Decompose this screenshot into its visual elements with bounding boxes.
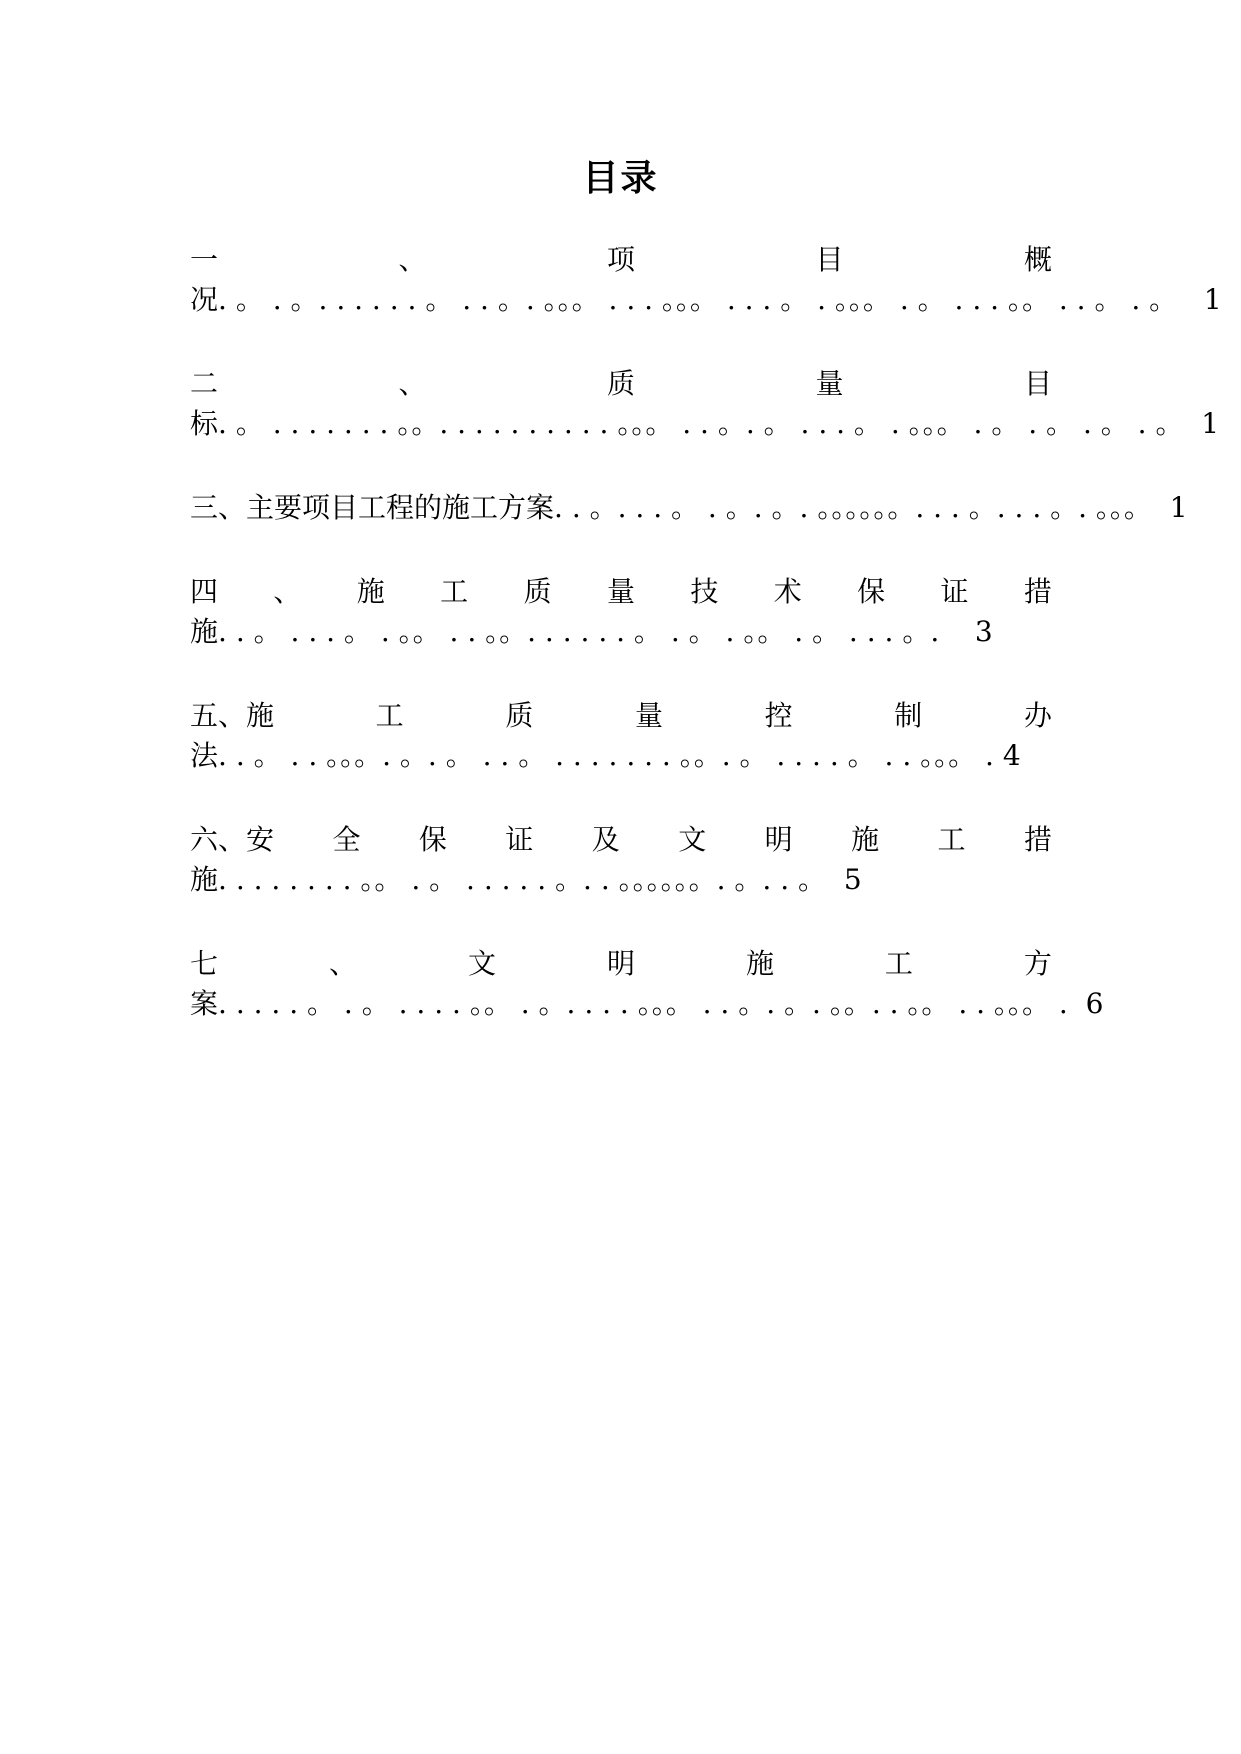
toc-entry-heading (190, 820, 1052, 860)
page-number: 1 (1203, 283, 1222, 316)
heading-char: 术 (773, 575, 802, 608)
heading-char: 制 (894, 699, 923, 732)
heading-char: 明 (606, 947, 635, 980)
toc-entry-7[interactable] (190, 944, 1104, 1024)
heading-tail: 法 (190, 739, 219, 772)
heading-char: 量 (815, 367, 844, 400)
heading-char: 质 (505, 699, 534, 732)
table-of-contents (190, 240, 1222, 1068)
toc-entry-6[interactable] (190, 820, 1052, 900)
heading-tail: 案 (190, 987, 219, 1020)
page-number: 6 (1085, 987, 1104, 1020)
page-number: 1 (1201, 407, 1220, 440)
toc-entry-heading (190, 572, 1052, 612)
toc-entry-continuation (190, 404, 1220, 444)
heading-char: 项 (606, 243, 635, 276)
heading-char: 方 (1023, 947, 1052, 980)
heading-char: 保 (857, 575, 886, 608)
dot-leader: . . . . . . . . 。。 . 。 . . . . . 。. . 。。。。。。. 。. . 。 (218, 863, 827, 896)
toc-entry-continuation (190, 736, 1052, 776)
toc-entry-2[interactable] (190, 364, 1220, 444)
heading-tail: 施 (190, 615, 219, 648)
heading-char: 施 (356, 575, 385, 608)
page-number: 1 (1169, 491, 1188, 524)
heading-char: 、 (273, 575, 302, 608)
heading-char: 四 (190, 575, 219, 608)
heading-char: 一 (190, 243, 219, 276)
toc-entry-continuation (190, 984, 1104, 1024)
dot-leader: . . 。 . . 。。。. 。. 。 . . 。 . . . . . . . 。。. 。 . . . . 。 . . 。。。 . (218, 739, 994, 772)
heading-char: 量 (634, 699, 663, 732)
toc-entry-3[interactable] (190, 488, 1188, 528)
heading-char: 文 (678, 823, 707, 856)
heading-char: 控 (764, 699, 793, 732)
page-number: 4 (1002, 739, 1021, 772)
heading-char: 目 (815, 243, 844, 276)
heading-char: 明 (764, 823, 793, 856)
heading-char: 六、安 (190, 823, 275, 856)
toc-entry-heading (190, 240, 1052, 280)
toc-title: 目录 (582, 157, 659, 199)
toc-entry-4[interactable] (190, 572, 1052, 652)
page-number: 5 (843, 863, 862, 896)
toc-entry-continuation (190, 612, 1052, 652)
toc-entry-heading (190, 488, 1188, 528)
heading-char: 质 (523, 575, 552, 608)
dot-leader: . . 。. . . 。 . 。. 。. 。。。。。。. . . 。. . . 。. 。。。 (554, 491, 1152, 524)
heading-text: 三、主要项目工程的施工方案 (190, 491, 555, 524)
heading-char: 工 (440, 575, 469, 608)
heading-tail: 况 (190, 283, 219, 316)
dot-leader: . . . . . 。 . 。 . . . . 。。 . 。. . . . 。。。 . . 。. 。. 。。. . 。。 . . 。。。 . (218, 987, 1068, 1020)
toc-entry-1[interactable] (190, 240, 1222, 320)
page-number: 3 (974, 615, 993, 648)
heading-char: 二 (190, 367, 219, 400)
heading-char: 文 (467, 947, 496, 980)
toc-entry-heading (190, 696, 1052, 736)
heading-char: 办 (1023, 699, 1052, 732)
heading-char: 概 (1023, 243, 1052, 276)
heading-char: 工 (937, 823, 966, 856)
toc-entry-5[interactable] (190, 696, 1052, 776)
heading-char: 证 (940, 575, 969, 608)
heading-char: 措 (1023, 575, 1052, 608)
heading-char: 量 (606, 575, 635, 608)
dot-leader: . 。 . 。. . . . . . 。 . . 。. 。。。 . . . 。。。 . . . 。 . 。。。 . 。 . . . 。。 . . 。 . 。 (218, 283, 1178, 316)
heading-char: 工 (375, 699, 404, 732)
toc-entry-continuation (190, 280, 1222, 320)
heading-char: 及 (591, 823, 620, 856)
dot-leader: . . 。 . . . 。 . 。。 . . 。。. . . . . . 。 . 。 . 。。 . 。 . . . 。. (218, 615, 940, 648)
heading-char: 全 (332, 823, 361, 856)
heading-char: 五、施 (190, 699, 275, 732)
toc-entry-heading (190, 364, 1052, 404)
heading-char: 保 (418, 823, 447, 856)
heading-tail: 标 (190, 407, 219, 440)
dot-leader: . 。 . . . . . . . 。。. . . . . . . . . . 。。。 . . 。. 。 . . . 。 . 。。。 . 。 . 。 . 。 . 。 (218, 407, 1184, 440)
heading-tail: 施 (190, 863, 219, 896)
heading-char: 技 (690, 575, 719, 608)
heading-char: 施 (745, 947, 774, 980)
heading-char: 措 (1023, 823, 1052, 856)
heading-char: 目 (1023, 367, 1052, 400)
toc-entry-heading (190, 944, 1052, 984)
heading-char: 工 (884, 947, 913, 980)
heading-char: 七 (190, 947, 219, 980)
heading-char: 质 (606, 367, 635, 400)
toc-entry-continuation (190, 860, 1052, 900)
heading-char: 施 (851, 823, 880, 856)
heading-char: 证 (505, 823, 534, 856)
heading-char: 、 (328, 947, 357, 980)
heading-char: 、 (398, 367, 427, 400)
heading-char: 、 (398, 243, 427, 276)
